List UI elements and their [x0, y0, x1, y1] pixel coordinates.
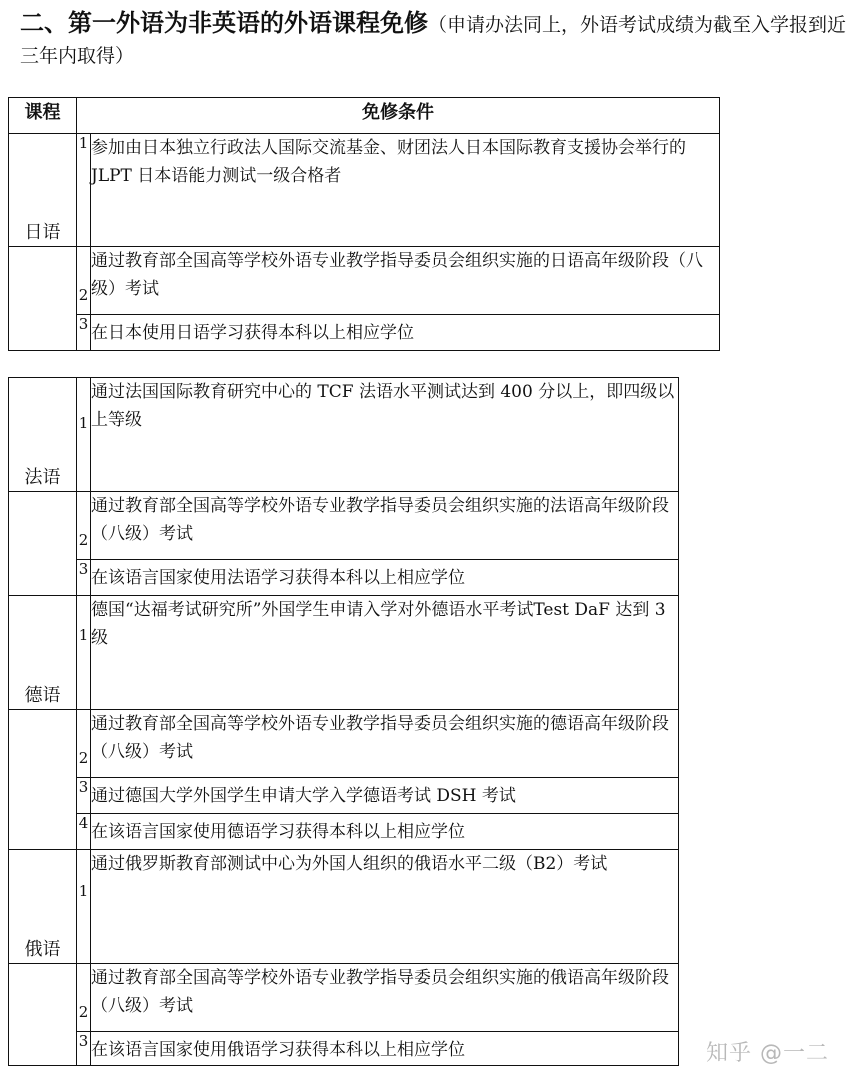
row-number: 1 [77, 850, 91, 964]
course-label-russian: 俄语 [24, 939, 61, 960]
heading-note: （申请办法同上，外语考试成绩为截至入学报到近三年内取得） [20, 14, 847, 67]
table-row [9, 492, 679, 560]
course-label-japanese: 日语 [24, 222, 61, 243]
table-row [9, 814, 679, 850]
condition-text: 通过教育部全国高等学校外语专业教学指导委员会组织实施的法语高年级阶段（八级）考试 [91, 492, 679, 560]
course-cell-empty [9, 492, 77, 560]
table-row [9, 134, 720, 247]
condition-text: 在该语言国家使用法语学习获得本科以上相应学位 [91, 560, 679, 596]
course-cell-empty [9, 710, 77, 778]
header-course: 课程 [9, 98, 77, 134]
condition-text: 在该语言国家使用俄语学习获得本科以上相应学位 [91, 1032, 679, 1066]
row-number: 3 [77, 315, 91, 351]
course-label-german: 德语 [24, 685, 61, 706]
table-row [9, 710, 679, 778]
course-cell-empty [9, 315, 77, 351]
course-cell-french [9, 378, 77, 492]
condition-text: 德国“达福考试研究所”外国学生申请入学对外德语水平考试Test DaF 达到 3 级 [91, 596, 679, 710]
heading-main: 二、第一外语为非英语的外语课程免修 [20, 9, 428, 37]
row-number: 4 [77, 814, 91, 850]
table-row [9, 850, 679, 964]
table-row [9, 378, 679, 492]
row-number: 2 [77, 710, 91, 778]
course-cell-empty [9, 247, 77, 315]
other-languages-exemption-table [8, 377, 679, 1066]
table-row [9, 315, 720, 351]
condition-text: 在日本使用日语学习获得本科以上相应学位 [91, 315, 720, 351]
row-number: 1 [77, 596, 91, 710]
course-cell-empty [9, 814, 77, 850]
condition-text: 在该语言国家使用德语学习获得本科以上相应学位 [91, 814, 679, 850]
condition-text: 通过教育部全国高等学校外语专业教学指导委员会组织实施的日语高年级阶段（八级）考试 [91, 247, 720, 315]
table-row [9, 596, 679, 710]
course-cell-empty [9, 1032, 77, 1066]
course-cell-empty [9, 964, 77, 1032]
condition-text: 通过法国国际教育研究中心的 TCF 法语水平测试达到 400 分以上，即四级以上等级 [91, 378, 679, 492]
course-cell-german [9, 596, 77, 710]
row-number: 3 [77, 1032, 91, 1066]
course-label-french: 法语 [24, 467, 61, 488]
row-number: 2 [77, 247, 91, 315]
table-row [9, 247, 720, 315]
row-number: 2 [77, 492, 91, 560]
row-number: 1 [77, 134, 91, 247]
condition-text: 参加由日本独立行政法人国际交流基金、财团法人日本国际教育支援协会举行的JLPT 日本语能力测试一级合格者 [91, 134, 720, 247]
course-cell-empty [9, 560, 77, 596]
row-number: 3 [77, 778, 91, 814]
condition-text: 通过教育部全国高等学校外语专业教学指导委员会组织实施的德语高年级阶段（八级）考试 [91, 710, 679, 778]
watermark: 知乎 @一二 [706, 1041, 829, 1066]
condition-text: 通过教育部全国高等学校外语专业教学指导委员会组织实施的俄语高年级阶段（八级）考试 [91, 964, 679, 1032]
course-cell-empty [9, 778, 77, 814]
condition-text: 通过德国大学外国学生申请大学入学德语考试 DSH 考试 [91, 778, 679, 814]
row-number: 2 [77, 964, 91, 1032]
table-row [9, 964, 679, 1032]
table-row [9, 560, 679, 596]
table-row [9, 778, 679, 814]
header-conditions: 免修条件 [77, 98, 720, 134]
row-number: 3 [77, 560, 91, 596]
course-cell-russian [9, 850, 77, 964]
section-heading [20, 8, 860, 72]
condition-text: 通过俄罗斯教育部测试中心为外国人组织的俄语水平二级（B2）考试 [91, 850, 679, 964]
row-number: 1 [77, 378, 91, 492]
table-row [9, 1032, 679, 1066]
course-cell-japanese [9, 134, 77, 247]
japanese-exemption-table [8, 97, 720, 351]
table-header-row [9, 98, 720, 134]
